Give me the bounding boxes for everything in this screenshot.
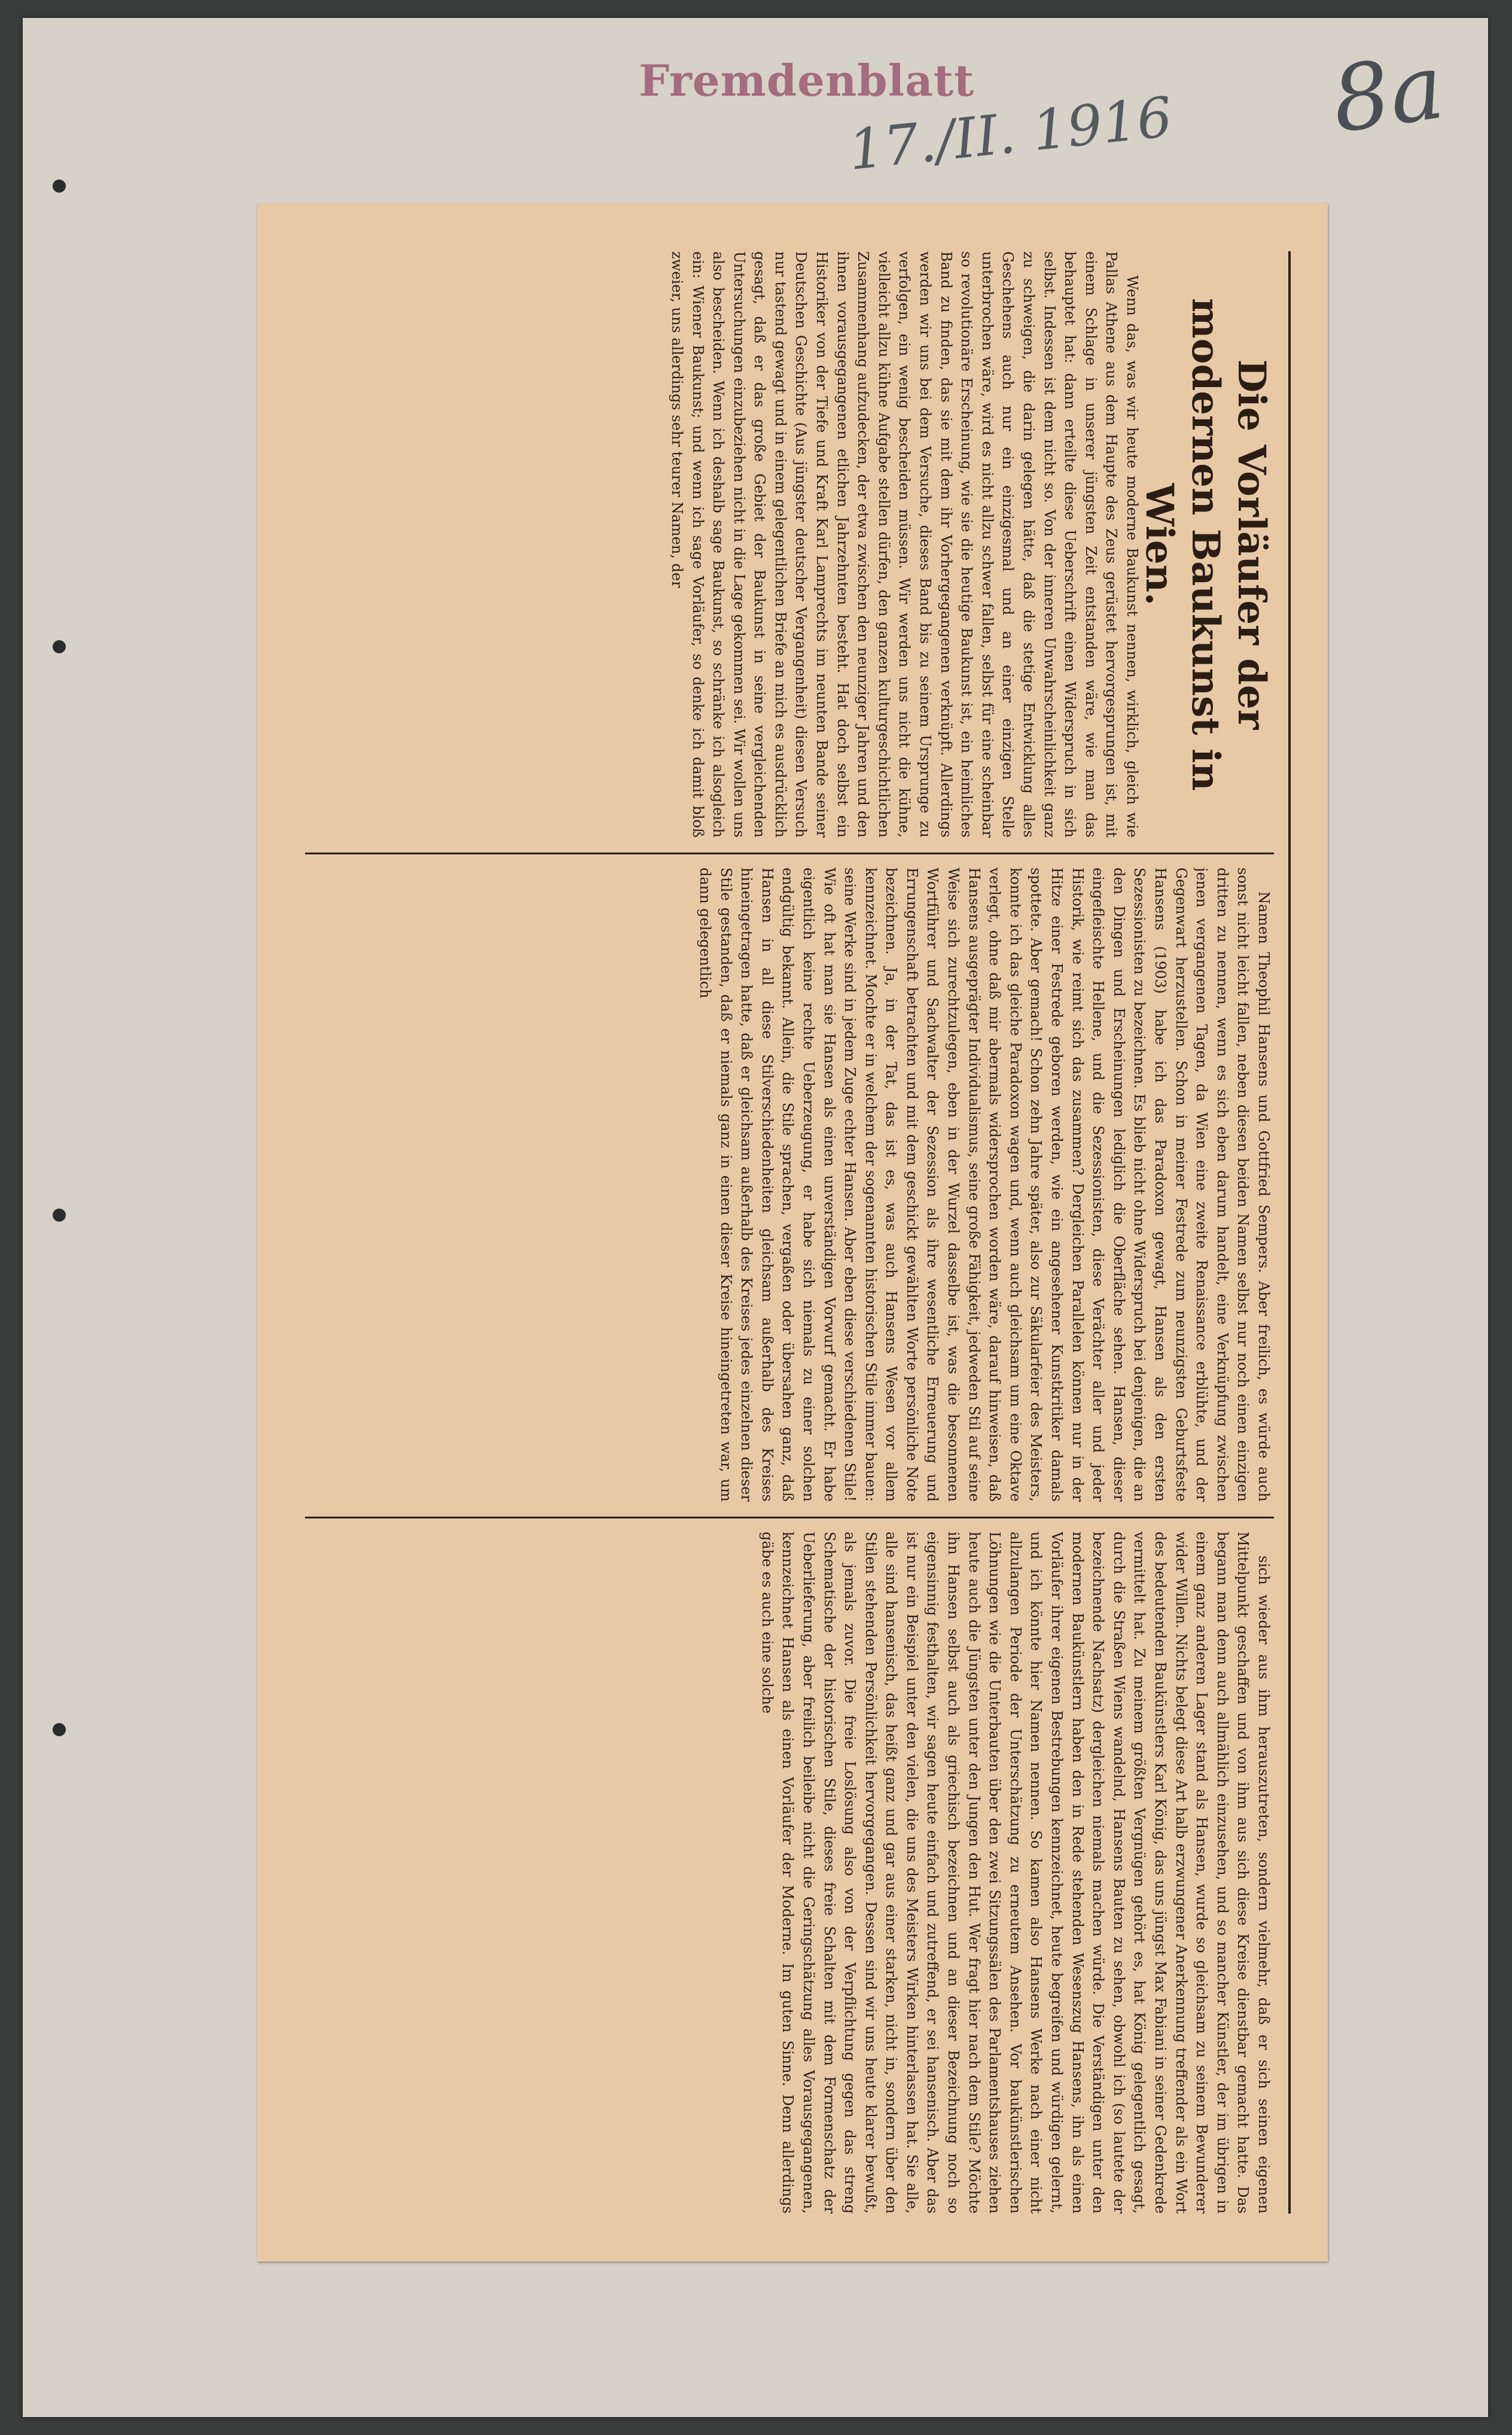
punch-hole-icon (53, 1723, 66, 1736)
newspaper-clipping (257, 203, 1328, 2261)
top-rule (1288, 251, 1291, 2214)
article-column-2 (305, 868, 1274, 1502)
punch-hole-icon (53, 640, 66, 653)
article-column-1 (305, 251, 1142, 838)
paragraph: sich wieder aus ihm herauszutreten, sondern vielmehr, daß er sich seinen eigenen Mittelpunkt geschaffen und von ihm aus sich diese Kreise dienstbar gemacht hatte. Das begann man denn auch allmählich einzusehen, und so mancher Künstler, der im übrigen in einem ganz anderen Lager stand als Hansen, wurde so gleichsam zu seinem Bewunderer wider Willen. Nichts belegt diese Art halb erzwungener Anerkennung treffender als ein Wort des bedeutenden Baukünstlers Karl König, das uns jüngst Max Fabiani in seiner Gedenkrede vermittelt hat. Zu meinem größten Vergnügen gehört es, hat König gelegentlich gesagt, durch die Straßen Wiens wandelnd, Hansens Bauten zu sehen, obwohl ich (so lautete der bezeichnende Nachsatz) dergleichen niemals machen würde. Die Verständigen unter den modernen Baukünstlern haben den in Rede stehenden Wesenszug Hansens, ihn als einen Vorläufer ihrer eigenen Bestrebungen kennzeichnet, heute begreifen und würdigen gelernt, und ich könnte hier Namen nennen. So kamen also Hansens Werke nach einer nicht allzulangen Periode der Unterschätzung zu erneutem Ansehen. Vor baukünstlerischen Löhnungen wie die Unterbauten über den zwei Sitzungssälen des Parlamentshauses ziehen heute auch die Jüngsten unter den Jungen den Hut. Wer fragt hier nach dem Stile? Möchte ihn Hansen selbst auch als griechisch bezeichnen und an dieser Bezeichnung noch so eigensinnig festhalten, wir sagen heute einfach und zutreffend, er sei hansenisch. Aber das ist nur ein Beispiel unter den vielen, die uns des Meisters Wirken hinterlassen hat. Sie alle, alle sind hansenisch, das heißt ganz und gar aus einer starken, nicht in, sondern über den Stilen stehenden Persönlichkeit hervorgegangen. Dessen sind wir uns heute klarer bewußt, als jemals zuvor. Die freie Loslösung also von der Verpflichtung gegen das streng Schematische der historischen Stile, dieses freie Schalten mit dem Formenschatz der Ueberlieferung, aber freilich beileibe nicht die Geringschätzung alles Vorausgegangenen, kennzeichnet Hansen als einen Vorläufer der Moderne. Im guten Sinne. Denn allerdings gäbe es auch eine solche (758, 1532, 1272, 2214)
article (287, 233, 1298, 2232)
paragraph: Wenn das, was wir heute moderne Baukunst nennen, wirklich, gleich wie Pallas Athene aus dem Haupte des Zeus gerüstet hervorgesprungen ist, mit einem Schlage in unserer jüngsten Zeit entstanden wäre, wie man das behauptet hat: dann erteilte diese Ueberschrift einen Widerspruch in sich selbst. Indessen ist dem nicht so. Von der inneren Unwahrscheinlichkeit ganz zu schweigen, die darin gelegen hätte, daß die stetige Entwicklung alles Geschehens auch nur ein einzigesmal und an einer einzigen Stelle unterbrochen wäre, wird es nicht allzu schwer fallen, selbst für eine scheinbar so revolutionäre Erscheinung, wie sie die heutige Baukunst ist, ein heimliches Band zu finden, das sie mit dem ihr Vorhergegangenen verknüpft. Allerdings werden wir uns bei dem Versuche, dieses Band bis zu seinem Ursprunge zu verfolgen, ein wenig bescheiden müssen. Wir werden uns nicht die kühne, vielleicht allzu kühne Aufgabe stellen dürfen, den ganzen kulturgeschichtlichen Zusammenhang aufzudecken, der etwa zwischen den neunziger Jahren und den ihnen vorausgegangenen etlichen Jahrzehnten besteht. Hat doch selbst ein Historiker von der Tiefe und Kraft Karl Lamprechts im neunten Bande seiner Deutschen Geschichte (Aus jüngster deutscher Vergangenheit) diesen Versuch nur tastend gewagt und in einem gelegentlichen Briefe an mich es ausdrücklich gesagt, daß er das große Gebiet der Baukunst in seine vergleichenden Untersuchungen einzubeziehen nicht in die Lage gekommen sei. Wir wollen uns also bescheiden. Wenn ich deshalb sage Baukunst, so schränke ich alsogleich ein: Wiener Baukunst; und wenn ich sage Vorläufer, so denke ich damit bloß zweier, uns allerdings sehr teurer Namen, der (668, 251, 1141, 838)
punch-hole-icon (53, 1209, 66, 1222)
column-rule (305, 1517, 1274, 1518)
article-column-3 (305, 1532, 1274, 2214)
article-headline: Die Vorläufer der modernen Baukunst in Wien. (1137, 298, 1274, 791)
archive-number: 8a (1325, 34, 1450, 154)
column-rule (305, 853, 1274, 854)
newspaper-stamp: Fremdenblatt (639, 55, 975, 106)
punch-hole-icon (53, 179, 66, 193)
paragraph: Namen Theophil Hansens und Gottfried Sempers. Aber freilich, es würde auch sonst nicht leicht fallen, neben diesen beiden Namen selbst nur noch einen einzigen dritten zu nennen, wenn es sich eben darum handelt, eine Verknüpfung zwischen jenen vergangenen Tagen, da Wien eine zweite Renaissance erblühte, und der Gegenwart herzustellen. Schon in meiner Festrede zum neunzigsten Geburtsfeste Hansens (1903) habe ich das Paradoxon gewagt, Hansen als den ersten Sezessionisten zu bezeichnen. Es blieb nicht ohne Widerspruch bei denjenigen, die an den Dingen und Erscheinungen lediglich die Oberfläche sehen. Hansen, dieser eingefleischte Hellene, und die Sezessionisten, diese Verächter aller und jeder Historik, wie reimt sich das zusammen? Dergleichen Parallelen können nur in der Hitze einer Festrede geboren werden, wie ein angesehener Kunstkritiker damals spottete. Aber gemach! Schon zehn Jahre später, also zur Säkularfeier des Meisters, konnte ich das gleiche Paradoxon wagen und, wenn auch gleichsam um eine Oktave verlegt, ohne daß mir abermals widersprochen worden wäre, darauf hinweisen, daß Hansens ausgeprägter Individualismus, seine große Fähigkeit, jedweden Stil auf seine Weise sich zurechtzulegen, eben in der Wurzel dasselbe ist, was die besonnenen Wortführer und Sachwalter der Sezession als ihre wesentliche Erneuerung und Errungenschaft betrachten und mit dem geschickt gewählten Worte persönliche Note bezeichnen. Ja, in der Tat, das ist es, was auch Hansens Wesen vor allem kennzeichnet. Mochte er in welchem der sogenannten historischen Stile immer bauen: seine Werke sind in jedem Zuge echter Hansen. Aber eben diese verschiedenen Stile! Wie oft hat man sie Hansen als einen unverständigen Vorwurf gemacht. Er habe eigentlich keine rechte Ueberzeugung, er habe sich niemals zu einer solchen endgültig bekannt. Allein, die Stile sprachen, vergaßen oder übersahen ganz, daß Hansen in all diese Stilverschiedenheiten gleichsam außerhalb des Kreises hineingetragen hatte, daß er gleichsam außerhalb des Kreises jedes einzelnen dieser Stile gestanden, daß er niemals ganz in einen dieser Kreise hineingetreten war, um dann gelegentlich (696, 868, 1272, 1502)
handwritten-date: 17./II. 1916 (845, 84, 1175, 183)
